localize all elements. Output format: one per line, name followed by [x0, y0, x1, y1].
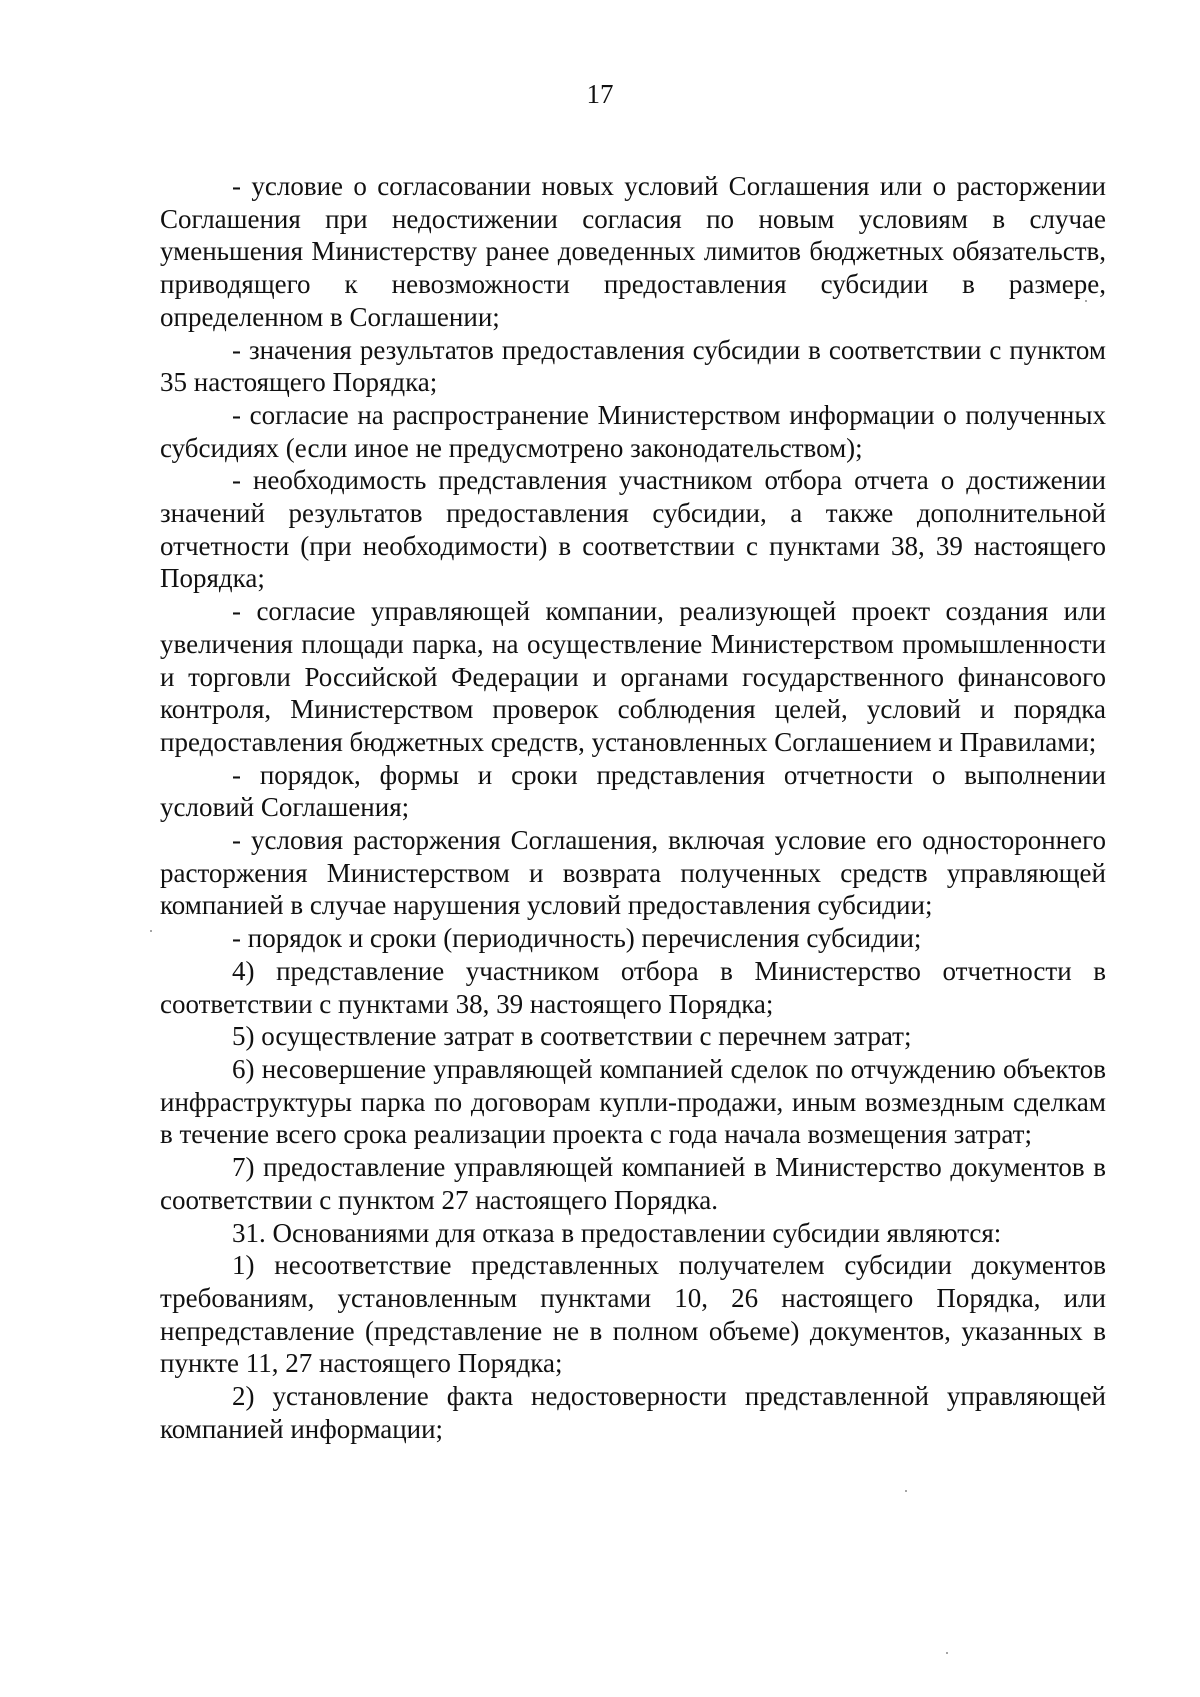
- scan-speck: [1085, 300, 1087, 302]
- paragraph-result-values: - значения результатов предоставления субсидии в соответствии с пунктом 35 настоящего Порядка;: [160, 334, 1106, 398]
- paragraph-inspection-consent: - согласие управляющей компании, реализующей проект создания или увеличения площади парка, на осуществление Министерством промышленности и торговли Российской Федерации и органами государственного финансового контроля, Министерством проверок соблюдения целей, условий и порядка предоставления бюджетных средств, установленных Соглашением и Правилами;: [160, 596, 1106, 757]
- scan-speck: [150, 930, 152, 932]
- paragraph-item-6: 6) несовершение управляющей компанией сделок по отчуждению объектов инфраструктуры парка по договорам купли-продажи, иным возмездным сделкам в течение всего срока реализации проекта с года начала возмещения затрат;: [160, 1053, 1106, 1150]
- document-body: [160, 170, 1106, 1445]
- paragraph-item-4: 4) представление участником отбора в Министерство отчетности в соответствии с пунктами 38, 39 настоящего Порядка;: [160, 955, 1106, 1019]
- paragraph-reporting-procedure: - порядок, формы и сроки представления отчетности о выполнении условий Соглашения;: [160, 759, 1106, 823]
- scan-speck: [946, 1652, 948, 1654]
- paragraph-information-consent: - согласие на распространение Министерством информации о полученных субсидиях (если иное не предусмотрено законодательством);: [160, 399, 1106, 463]
- paragraph-item-5: 5) осуществление затрат в соответствии с перечнем затрат;: [232, 1021, 912, 1052]
- paragraph-transfer-procedure: - порядок и сроки (периодичность) перечисления субсидии;: [232, 923, 922, 954]
- paragraph-section-31: 31. Основаниями для отказа в предоставлении субсидии являются:: [232, 1217, 1002, 1248]
- paragraph-refusal-1: 1) несоответствие представленных получателем субсидии документов требованиям, установленным пунктами 10, 26 настоящего Порядка, или непредставление (представление не в полном объеме) документов, указанных в пункте 11, 27 настоящего Порядка;: [160, 1250, 1106, 1379]
- paragraph-reporting-necessity: - необходимость представления участником отбора отчета о достижении значений результатов предоставления субсидии, а также дополнительной отчетности (при необходимости) в соответствии с пунктами 38, 39 настоящего Порядка;: [160, 465, 1106, 594]
- paragraph-item-7: 7) предоставление управляющей компанией в Министерство документов в соответствии с пунктом 27 настоящего Порядка.: [160, 1152, 1106, 1215]
- page-number: 17: [586, 79, 614, 109]
- paragraph-refusal-2: 2) установление факта недостоверности представленной управляющей компанией информации;: [160, 1381, 1106, 1444]
- paragraph-agreement-change-condition: - условие о согласовании новых условий Соглашения или о расторжении Соглашения при недостижении согласия по новым условиям в случае уменьшения Министерству ранее доведенных лимитов бюджетных обязательств, приводящего к невозможности предоставления субсидии в размере, определенном в Соглашении;: [160, 171, 1106, 332]
- scan-speck: [905, 1490, 907, 1492]
- paragraph-termination-conditions: - условия расторжения Соглашения, включая условие его одностороннего расторжения Министерством и возврата полученных средств управляющей компанией в случае нарушения условий предоставления субсидии;: [160, 825, 1106, 921]
